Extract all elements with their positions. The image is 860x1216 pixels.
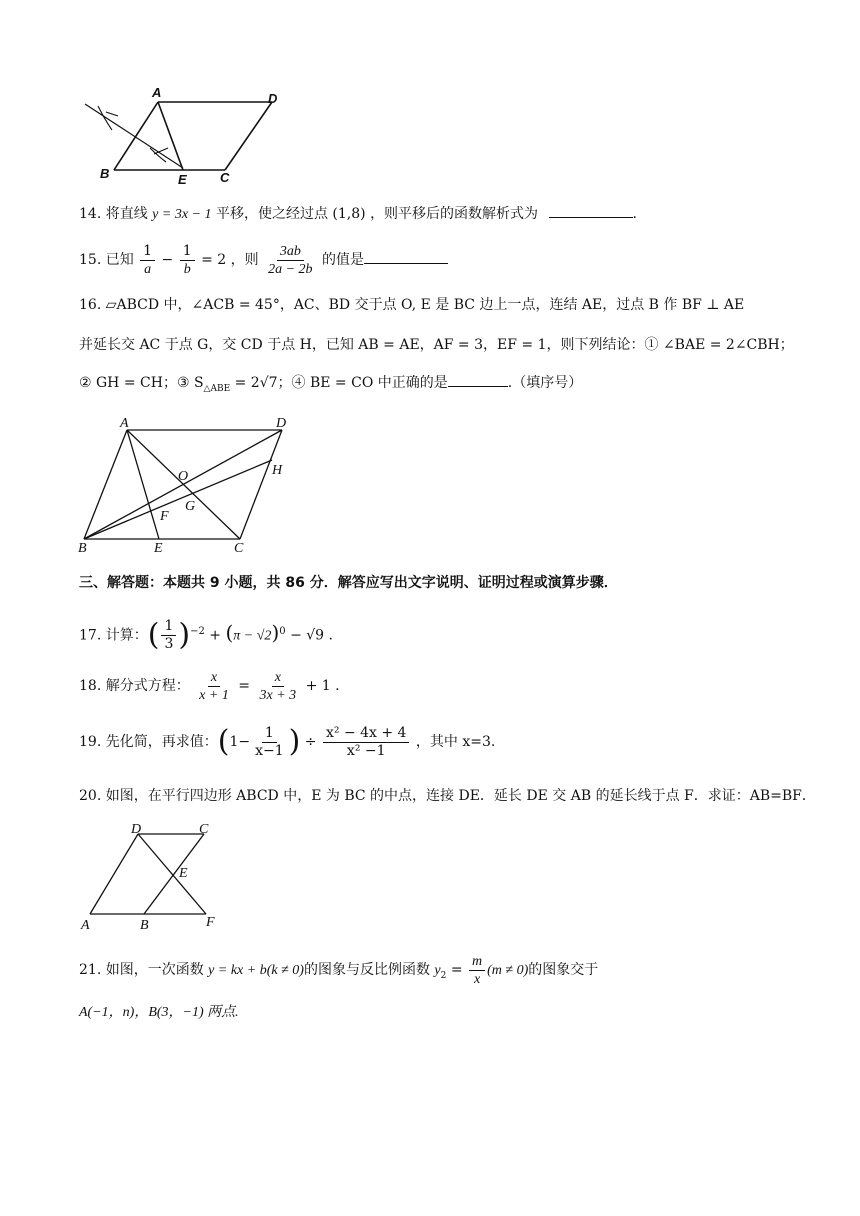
divide-sign: ÷ bbox=[304, 734, 317, 750]
label-E: E bbox=[178, 172, 187, 187]
figure-top-parallelogram bbox=[80, 82, 290, 187]
answer-blank bbox=[364, 263, 448, 264]
paren: ( bbox=[147, 617, 160, 653]
label-E: E bbox=[179, 866, 188, 881]
label-D: D bbox=[131, 822, 142, 837]
question-14 bbox=[79, 204, 637, 225]
paren: ) bbox=[178, 617, 191, 653]
answer-blank bbox=[549, 217, 633, 218]
label-B: B bbox=[140, 918, 149, 933]
question-17 bbox=[79, 612, 333, 657]
plus-sign: + bbox=[209, 627, 222, 644]
fraction: $\frac{1}{3}$ bbox=[161, 618, 176, 653]
figure-q16-parallelogram bbox=[72, 412, 302, 557]
fraction: $\frac{m}{x}$ bbox=[469, 953, 485, 988]
question-number: 19. bbox=[79, 734, 102, 750]
label-C: C bbox=[234, 541, 244, 556]
question-16-line3 bbox=[79, 373, 582, 399]
q21-text-b: 的图象与反比例函数 bbox=[303, 962, 430, 978]
label-A: A bbox=[120, 416, 129, 431]
exponent: −2 bbox=[190, 626, 205, 637]
q14-text-b: 平移，使之经过点 bbox=[215, 206, 328, 222]
minus-sign: − bbox=[161, 252, 174, 268]
q17-paren-content: π − √2 bbox=[233, 628, 272, 644]
label-D: D bbox=[268, 91, 278, 106]
question-number: 15. bbox=[79, 252, 102, 268]
q15-text-c: 的值是 bbox=[322, 252, 365, 268]
label-G: G bbox=[185, 499, 196, 514]
label-F: F bbox=[206, 915, 215, 930]
q21-text-a: 如图，一次函数 bbox=[105, 962, 204, 978]
answer-blank bbox=[448, 386, 508, 387]
q20-text: 如图，在平行四边形 ABCD 中，E 为 BC 的中点，连接 DE．延长 DE 交 AB 的延长线于点 F．求证：AB=BF． bbox=[105, 788, 816, 804]
q16-line1: ▱ABCD 中，∠ACB = 45°，AC、BD 交于点 O, E 是 BC 边上一点，连结 AE，过点 B 作 BF ⊥ AE bbox=[105, 297, 745, 313]
paren: ( bbox=[217, 724, 230, 759]
label-A: A bbox=[152, 85, 162, 100]
fraction: $\frac{1}{x-1}$ bbox=[255, 724, 284, 759]
question-number: 17. bbox=[79, 627, 102, 644]
label-F: F bbox=[160, 509, 169, 524]
label-H: H bbox=[272, 463, 283, 478]
q15-text-a: 已知 bbox=[105, 252, 134, 268]
q21-y: y bbox=[434, 963, 441, 978]
fraction: $\frac{1}{b}$ bbox=[180, 243, 195, 278]
question-number: 20. bbox=[79, 788, 102, 804]
q19-tail: ，其中 x=3. bbox=[415, 734, 496, 750]
fraction: $\frac{x}{3x + 3}$ bbox=[259, 669, 297, 703]
q16-line3c: .（填序号） bbox=[507, 375, 583, 391]
label-D: D bbox=[276, 416, 287, 431]
q14-formula: y = 3x − 1 bbox=[152, 207, 212, 222]
q14-end: . bbox=[632, 206, 637, 222]
q14-point: (1,8) bbox=[332, 206, 366, 222]
subscript: 2 bbox=[440, 970, 447, 981]
q19-one: 1− bbox=[229, 734, 251, 750]
exponent: 0 bbox=[279, 626, 286, 637]
figure-q20-parallelogram bbox=[78, 820, 228, 935]
paren: ) bbox=[271, 620, 280, 645]
label-C: C bbox=[220, 170, 230, 185]
equals-sign: = bbox=[238, 678, 251, 694]
label-A: A bbox=[81, 918, 90, 933]
q21-text-c: 的图象交于 bbox=[528, 962, 599, 978]
question-16-line1 bbox=[79, 295, 744, 315]
q21-condition: (k ≠ 0) bbox=[266, 963, 304, 978]
q16-line3b: = 2√7；④ BE = CO 中正确的是 bbox=[234, 375, 448, 391]
q16-line2: 并延长交 AC 于点 G，交 CD 于点 H，已知 AB = AE，AF = 3，EF = 1，则下列结论：① ∠BAE = 2∠CBH； bbox=[79, 337, 794, 353]
paren: ) bbox=[288, 724, 301, 759]
equals-sign: = bbox=[450, 962, 463, 978]
q16-line3a: ② GH = CH；③ S bbox=[79, 375, 204, 391]
q15-text-b: ，则 bbox=[230, 252, 259, 268]
label-O: O bbox=[178, 469, 189, 484]
question-18 bbox=[79, 668, 340, 704]
section-heading: 三、解答题：本题共 9 小题，共 86 分．解答应写出文字说明、证明过程或演算步骤． bbox=[79, 575, 618, 591]
q17-tail: − √9 . bbox=[290, 627, 333, 644]
fraction: $\frac{x}{x + 1}$ bbox=[199, 669, 229, 703]
question-number: 21. bbox=[79, 962, 102, 978]
paren: ( bbox=[225, 620, 234, 645]
label-B: B bbox=[78, 541, 87, 556]
q21-condition: (m ≠ 0) bbox=[487, 963, 529, 978]
label-E: E bbox=[154, 541, 163, 556]
question-number: 14. bbox=[79, 206, 102, 222]
question-15 bbox=[79, 242, 448, 278]
question-19 bbox=[79, 722, 495, 762]
question-21-line2 bbox=[79, 1002, 239, 1023]
label-C: C bbox=[199, 822, 209, 837]
question-16-line2 bbox=[79, 335, 794, 355]
fraction: $\frac{\text{x² − 4x + 4}}{\text{x² −1}}$ bbox=[323, 725, 409, 760]
q18-tail: + 1 . bbox=[305, 678, 340, 694]
fraction: $\frac{1}{a}$ bbox=[140, 243, 155, 278]
question-number: 18. bbox=[79, 678, 102, 694]
q19-text: 先化简，再求值： bbox=[105, 734, 218, 750]
equation-rhs: = 2 bbox=[201, 252, 227, 268]
q18-text: 解分式方程： bbox=[105, 678, 190, 694]
fraction: $\frac{3ab}{2a - 2b}$ bbox=[268, 243, 313, 277]
q21-points: A(−1，n)，B(3，−1) 两点. bbox=[79, 1005, 239, 1020]
question-number: 16. bbox=[79, 297, 102, 313]
q16-subscript: △ABE bbox=[203, 383, 231, 394]
question-20 bbox=[79, 786, 816, 806]
q17-text: 计算： bbox=[105, 627, 148, 644]
q14-text-c: ，则平移后的函数解析式为 bbox=[370, 206, 539, 222]
label-B: B bbox=[100, 166, 110, 181]
q14-text-a: 将直线 bbox=[105, 206, 148, 222]
q21-linear-function: y = kx + b bbox=[208, 963, 267, 978]
question-21 bbox=[79, 952, 598, 994]
